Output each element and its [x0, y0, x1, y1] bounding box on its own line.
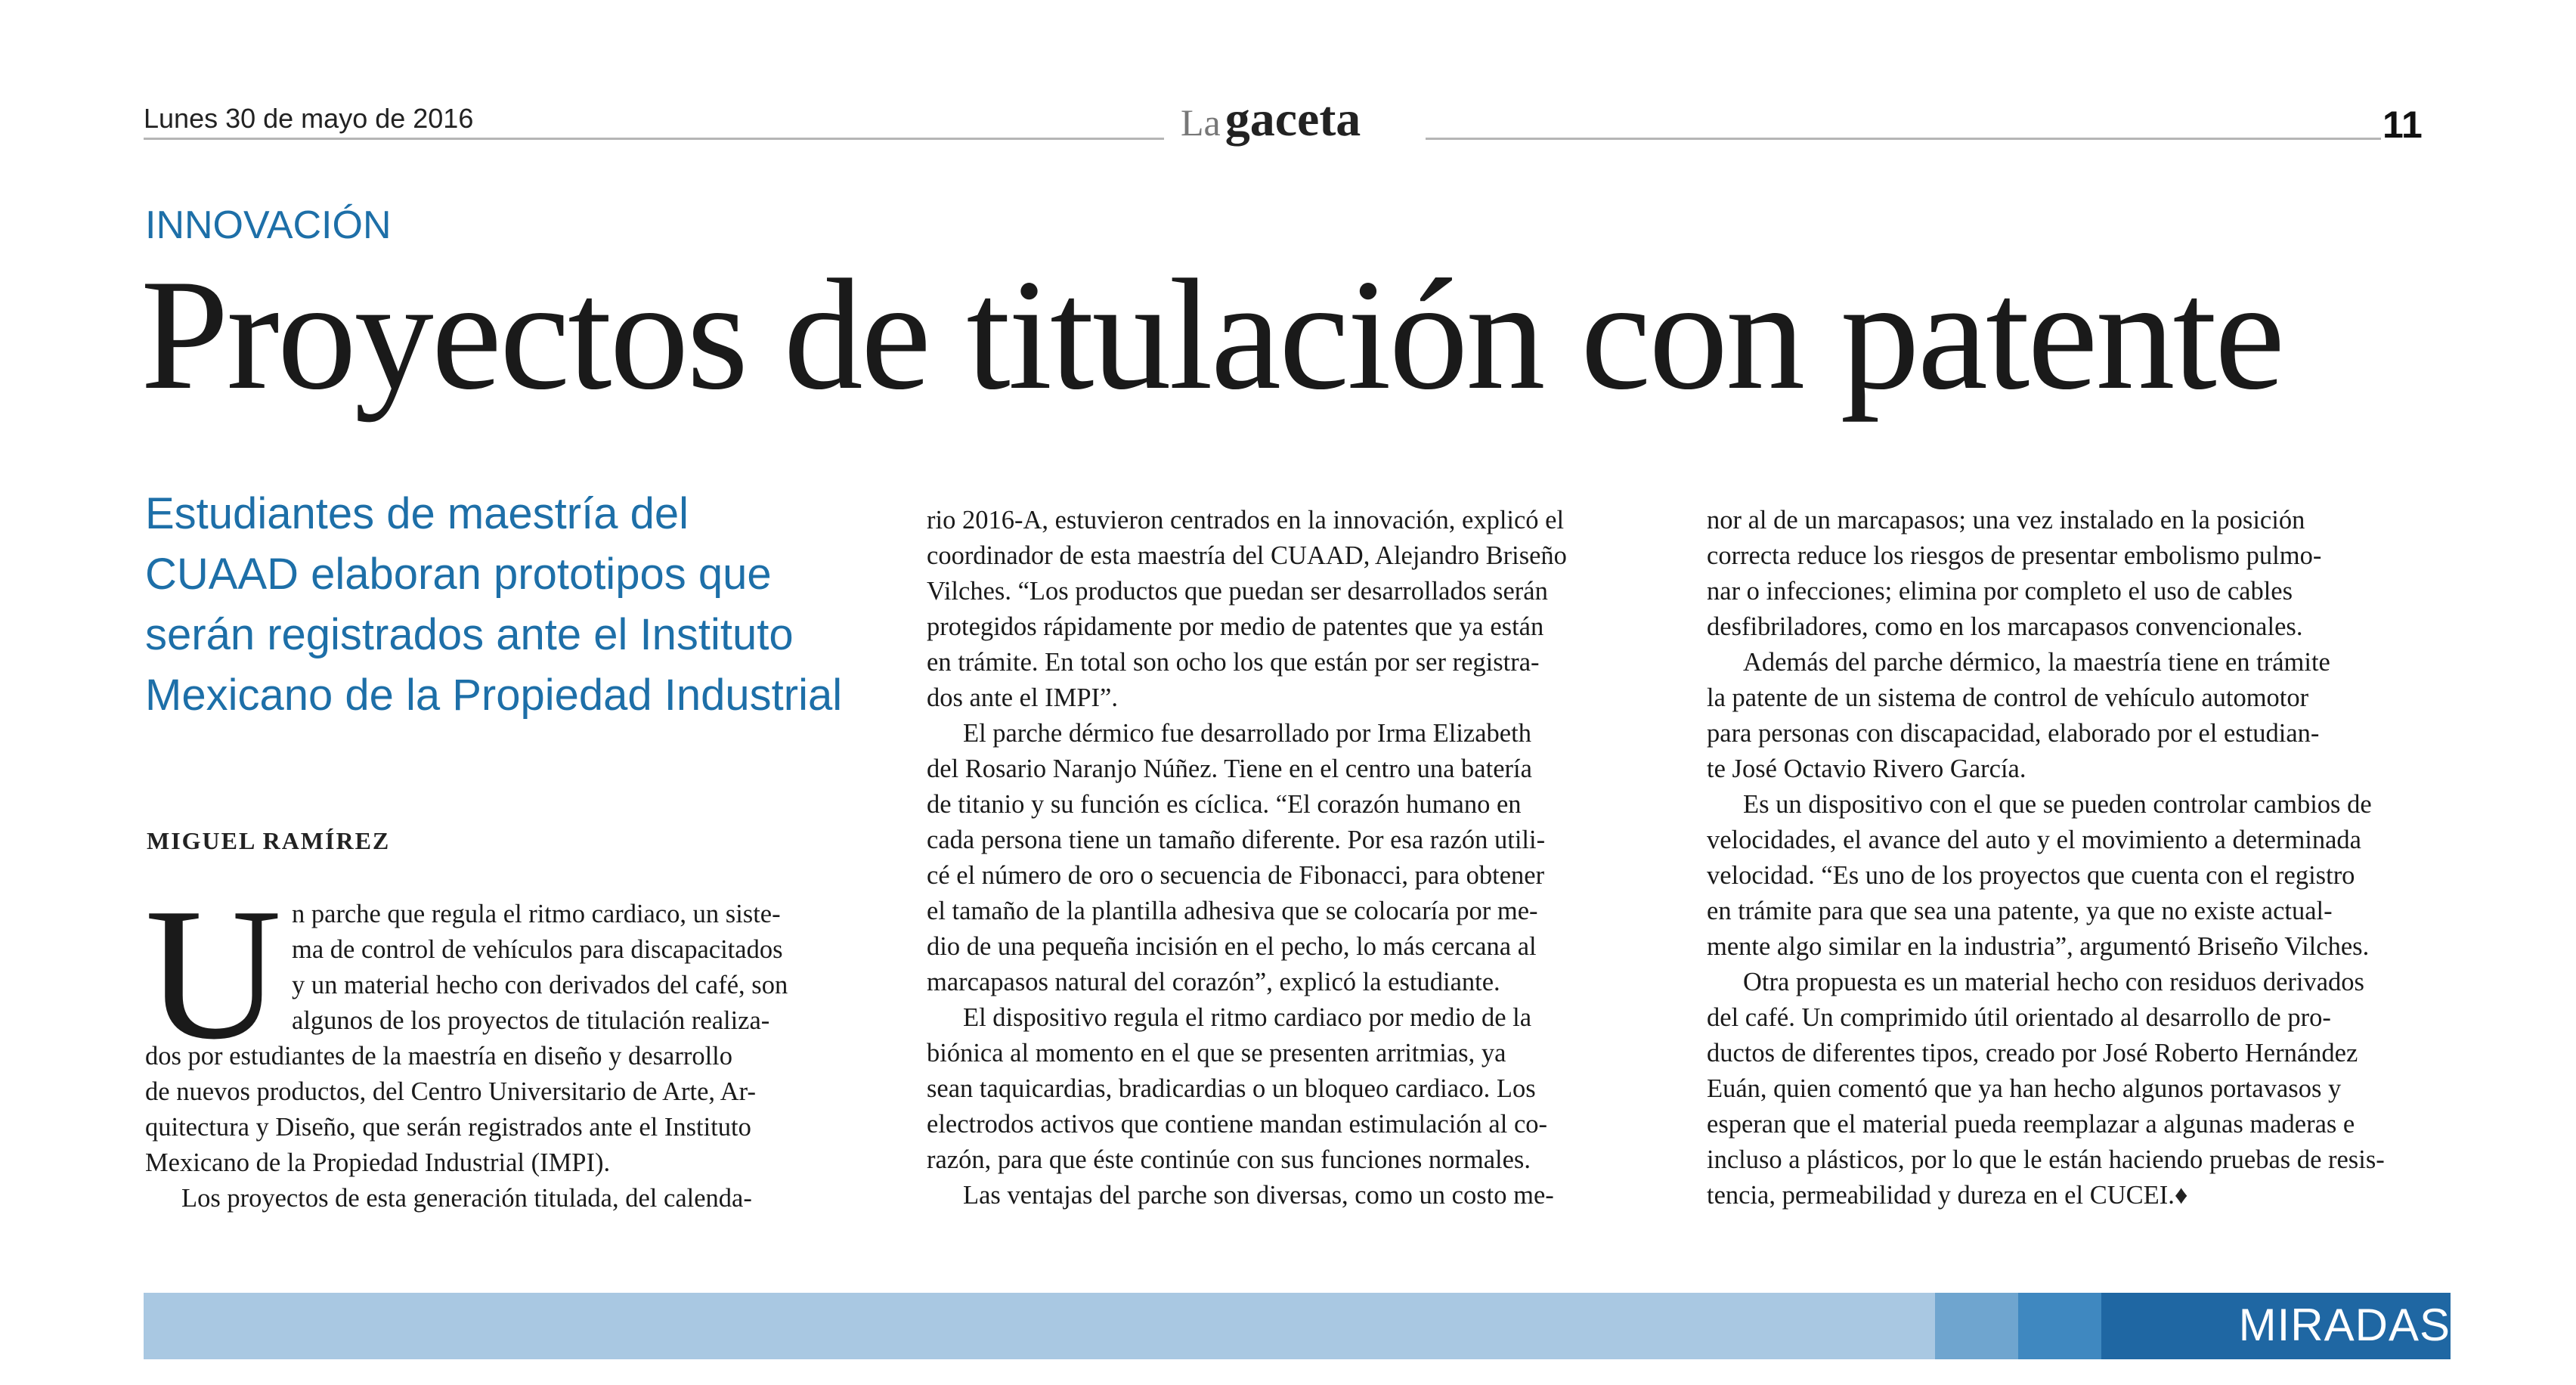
body-line: en trámite para que sea una patente, ya que no existe actual-	[1707, 897, 2333, 925]
body-line: cé el número de oro o secuencia de Fibonacci, para obtener	[927, 861, 1545, 890]
body-line: marcapasos natural del corazón”, explicó la estudiante.	[927, 968, 1500, 996]
body-column-1	[145, 897, 882, 1216]
body-line: nar o infecciones; elimina por completo el uso de cables	[1707, 577, 2293, 606]
body-line: de nuevos productos, del Centro Universitario de Arte, Ar-	[145, 1077, 756, 1106]
section-label: INNOVACIÓN	[145, 203, 392, 247]
body-line: del café. Un comprimido útil orientado al desarrollo de pro-	[1707, 1003, 2331, 1032]
body-line: electrodos activos que contiene mandan estimulación al co-	[927, 1110, 1547, 1139]
body-line: dio de una pequeña incisión en el pecho, lo más cercana al	[927, 932, 1537, 961]
body-line: biónica al momento en el que se presenten arritmias, ya	[927, 1039, 1506, 1067]
deck-line: Mexicano de la Propiedad Industrial	[145, 671, 843, 720]
body-line: quitectura y Diseño, que serán registrados ante el Instituto	[145, 1113, 751, 1142]
body-line: correcta reduce los riesgos de presentar embolismo pulmo-	[1707, 541, 2322, 570]
header-rule-right	[1426, 138, 2381, 140]
body-line: Los proyectos de esta generación titulada, del calenda-	[181, 1184, 752, 1213]
body-line: velocidad. “Es uno de los proyectos que cuenta con el registro	[1707, 861, 2355, 890]
deck-line: Estudiantes de maestría del	[145, 489, 689, 538]
masthead-logo	[1181, 91, 1361, 148]
body-line: dos ante el IMPI”.	[927, 683, 1118, 712]
body-line: la patente de un sistema de control de vehículo automotor	[1707, 683, 2309, 712]
body-line: nor al de un marcapasos; una vez instalado en la posición	[1707, 506, 2305, 534]
body-line: Las ventajas del parche son diversas, como un costo me-	[963, 1181, 1554, 1210]
body-line-last	[1707, 1178, 2451, 1213]
body-line: esperan que el material pueda reemplazar a algunas maderas e	[1707, 1110, 2355, 1139]
body-line: te José Octavio Rivero García.	[1707, 754, 2026, 783]
body-line: mente algo similar en la industria”, argumentó Briseño Vilches.	[1707, 932, 2370, 961]
body-line: de titanio y su función es cíclica. “El corazón humano en	[927, 790, 1522, 819]
body-line: rio 2016-A, estuvieron centrados en la innovación, explicó el	[927, 506, 1565, 534]
body-line: y un material hecho con derivados del café, son	[292, 971, 788, 999]
issue-date: Lunes 30 de mayo de 2016	[144, 103, 474, 134]
body-line: El dispositivo regula el ritmo cardiaco por medio de la	[963, 1003, 1532, 1032]
body-line: n parche que regula el ritmo cardiaco, un siste-	[292, 900, 781, 928]
deck-line: serán registrados ante el Instituto	[145, 610, 794, 659]
body-line: Otra propuesta es un material hecho con residuos derivados	[1743, 968, 2364, 996]
body-line: El parche dérmico fue desarrollado por Irma Elizabeth	[963, 719, 1531, 748]
body-line: ductos de diferentes tipos, creado por José Roberto Hernández	[1707, 1039, 2358, 1067]
body-column-2	[927, 503, 1667, 1213]
body-line: razón, para que éste continúe con sus funciones normales.	[927, 1145, 1531, 1174]
body-line: Vilches. “Los productos que puedan ser desarrollados serán	[927, 577, 1548, 606]
body-column-3	[1707, 503, 2451, 1213]
footer-section-label: MIRADAS	[2238, 1300, 2451, 1350]
body-line: protegidos rápidamente por medio de patentes que ya están	[927, 612, 1544, 641]
body-line: coordinador de esta maestría del CUAAD, Alejandro Briseño	[927, 541, 1567, 570]
body-line: Es un dispositivo con el que se pueden controlar cambios de	[1743, 790, 2372, 819]
article-deck	[145, 484, 909, 726]
body-line: en trámite. En total son ocho los que están por ser registra-	[927, 648, 1540, 677]
masthead-la: La	[1181, 101, 1221, 144]
body-line: Además del parche dérmico, la maestría tiene en trámite	[1743, 648, 2330, 677]
body-line: ma de control de vehículos para discapacitados	[292, 935, 783, 964]
body-line: el tamaño de la plantilla adhesiva que se colocaría por me-	[927, 897, 1538, 925]
body-line-text: tencia, permeabilidad y dureza en el CUCEI.	[1707, 1181, 2175, 1210]
drop-cap: U	[145, 869, 282, 1079]
end-mark-icon: ♦	[2174, 1181, 2188, 1210]
body-line: cada persona tiene un tamaño diferente. Por esa razón utili-	[927, 826, 1546, 854]
masthead-gaceta: gaceta	[1225, 91, 1361, 147]
byline: MIGUEL RAMÍREZ	[147, 827, 391, 854]
body-line: desfibriladores, como en los marcapasos convencionales.	[1707, 612, 2303, 641]
body-line: Euán, quien comentó que ya han hecho algunos portavasos y	[1707, 1074, 2342, 1103]
body-line: velocidades, el avance del auto y el movimiento a determinada	[1707, 826, 2361, 854]
body-line: del Rosario Naranjo Núñez. Tiene en el centro una batería	[927, 754, 1532, 783]
header-rule-left	[144, 138, 1164, 140]
body-line: para personas con discapacidad, elaborado por el estudian-	[1707, 719, 2320, 748]
footer-accent-block	[2018, 1293, 2101, 1359]
body-line: incluso a plásticos, por lo que le están haciendo pruebas de resis-	[1707, 1145, 2385, 1174]
body-line: algunos de los proyectos de titulación realiza-	[292, 1006, 770, 1035]
deck-line: CUAAD elaboran prototipos que	[145, 550, 772, 599]
headline: Proyectos de titulación con patente	[141, 247, 2283, 423]
footer-accent-block	[1935, 1293, 2018, 1359]
body-line: sean taquicardias, bradicardias o un bloqueo cardiaco. Los	[927, 1074, 1536, 1103]
page-number: 11	[2382, 104, 2423, 146]
body-line: Mexicano de la Propiedad Industrial (IMPI).	[145, 1148, 611, 1177]
body-line: dos por estudiantes de la maestría en diseño y desarrollo	[145, 1042, 732, 1071]
